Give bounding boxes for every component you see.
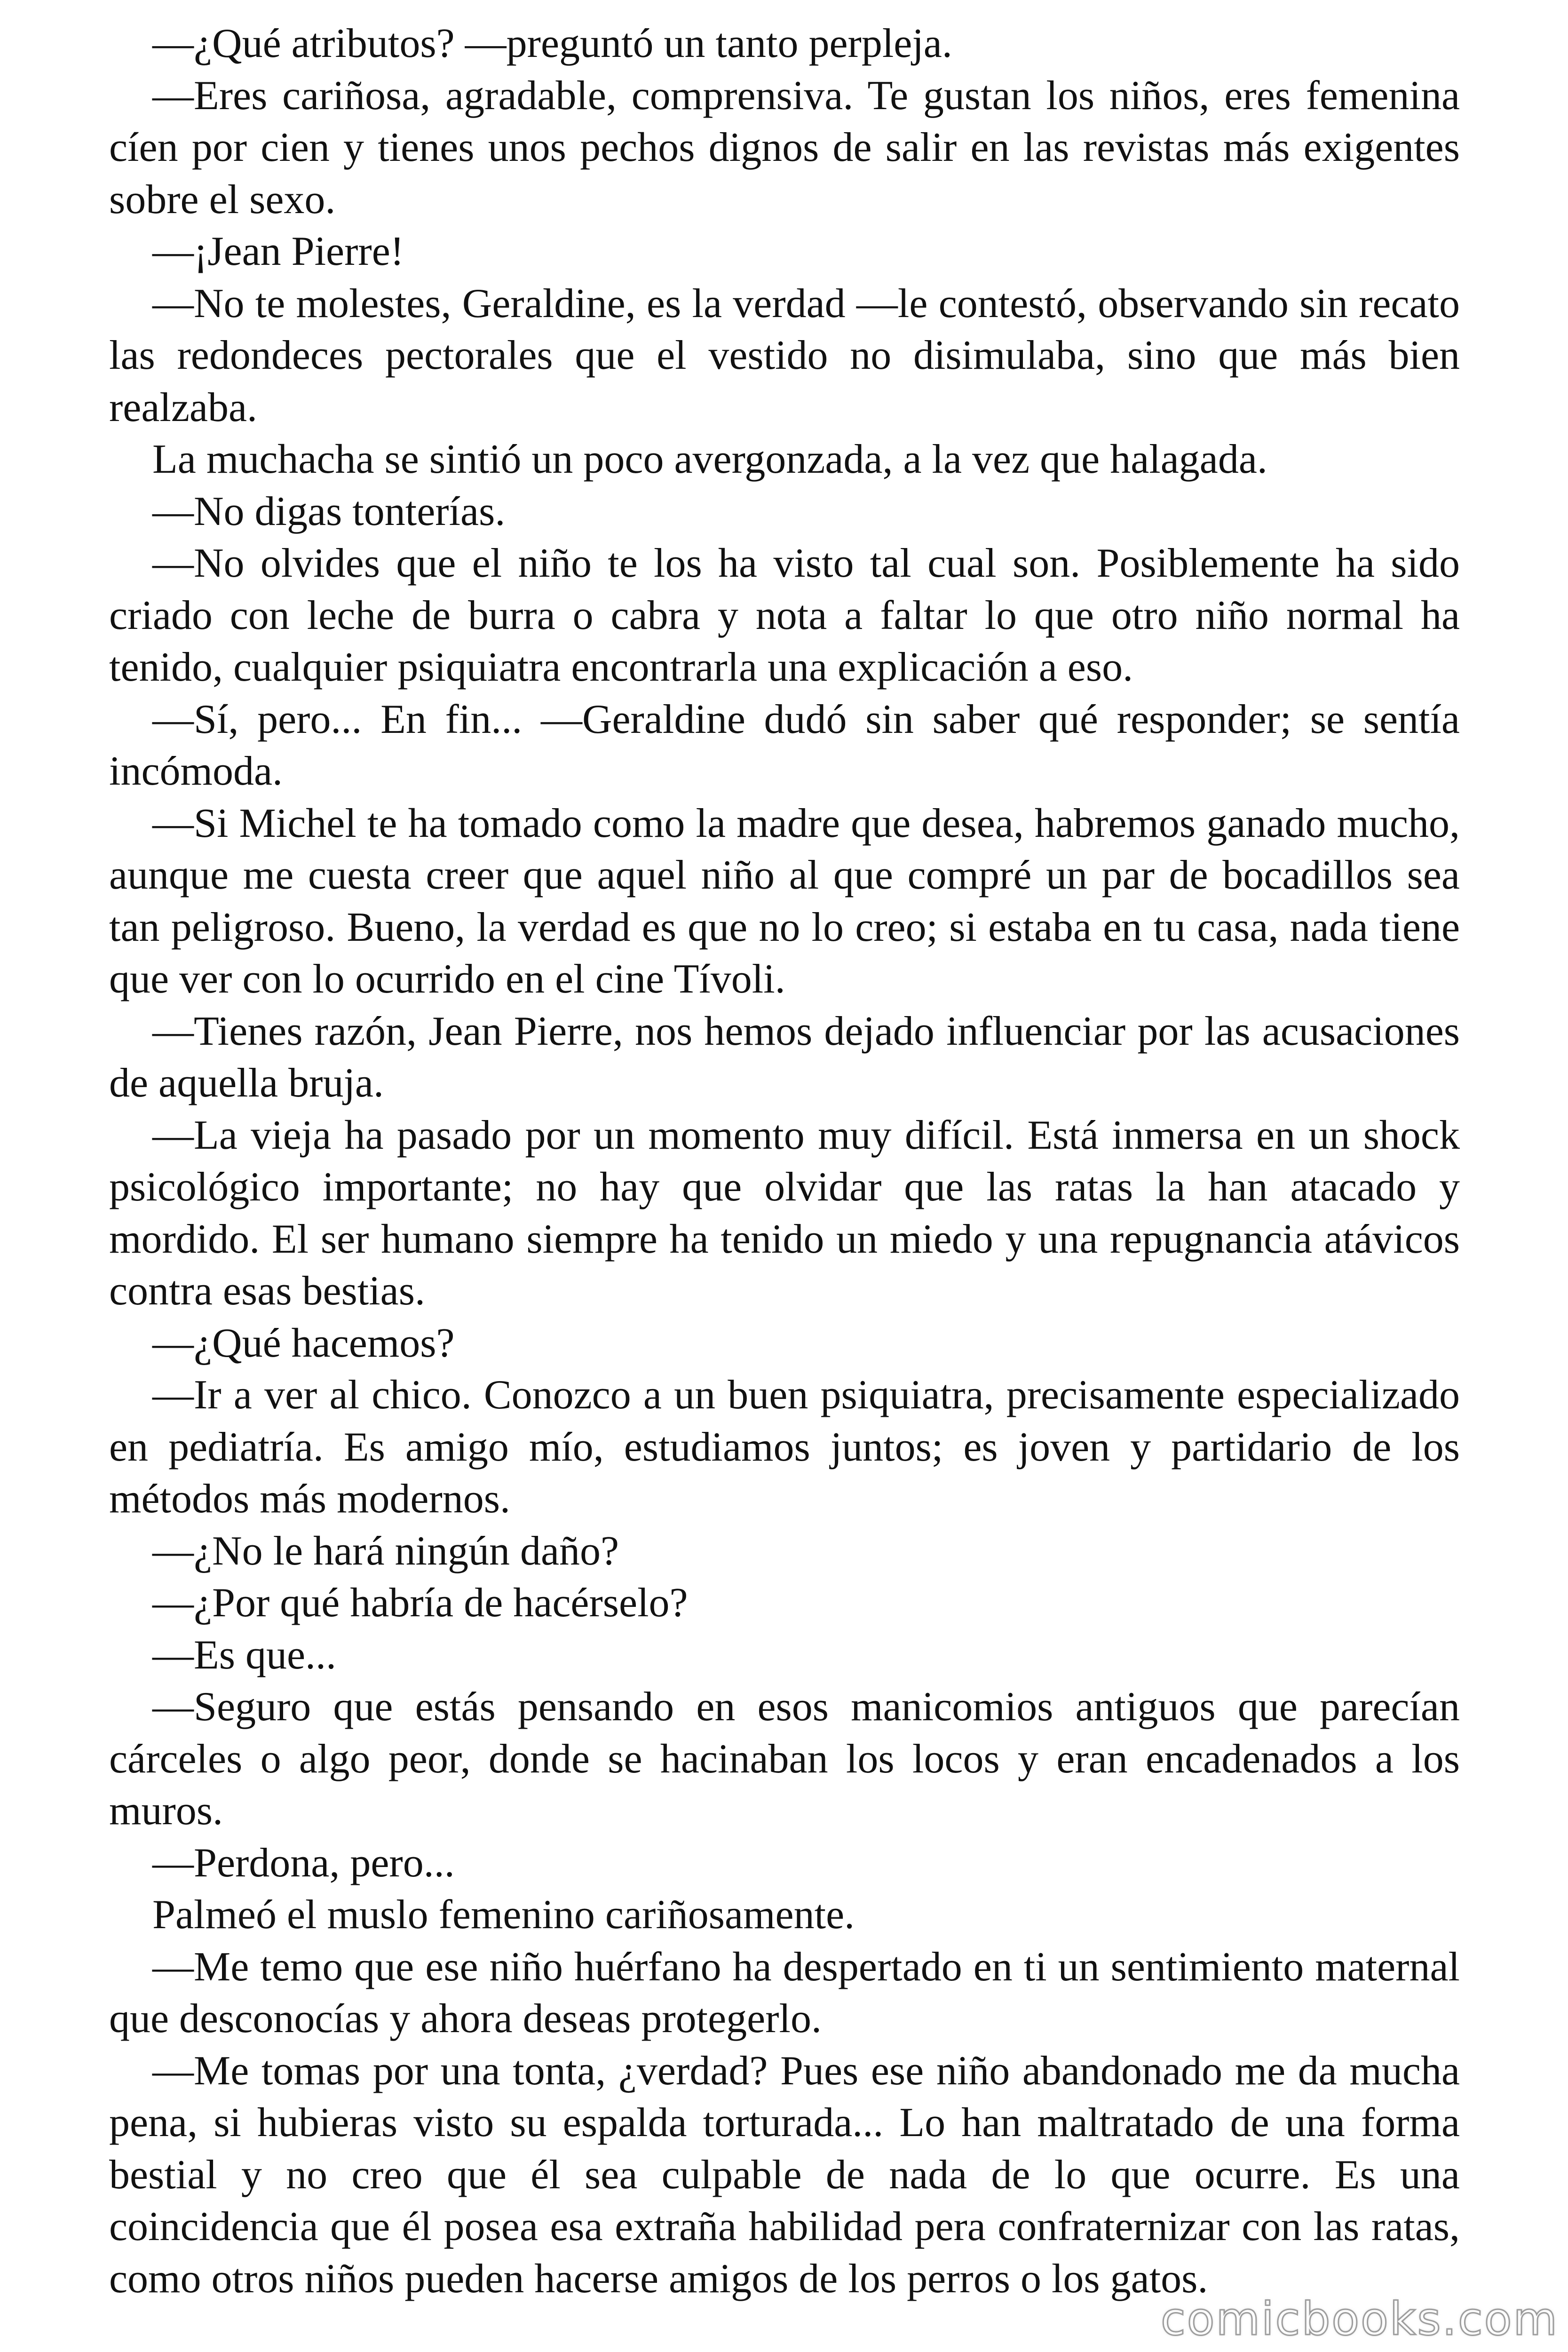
paragraph: —Me tomas por una tonta, ¿verdad? Pues ese niño abandonado me da mucha pena, si hubieras visto su espalda torturada... Lo han maltratado de una forma bestial y no creo que él sea culpable de nada de lo que ocurre. Es una coincidencia que él posea esa extraña habilidad pera confraternizar con las ratas, como otros niños pueden hacerse amigos de los perros o los gatos.: [109, 2048, 1460, 2302]
paragraph: —Perdona, pero...: [152, 1840, 455, 1886]
paragraph: —No te molestes, Geraldine, es la verdad —le contestó, observando sin recato las redondeces pectorales que el vestido no disimulaba, sino que más bien realzaba.: [109, 280, 1460, 430]
paragraph: —Sí, pero... En fin... —Geraldine dudó sin saber qué responder; se sentía incómoda.: [109, 696, 1460, 794]
watermark: comicbooks.com: [1160, 2293, 1559, 2345]
paragraph: —¿Qué atributos? —preguntó un tanto perpleja.: [152, 21, 952, 66]
paragraph: Palmeó el muslo femenino cariñosamente.: [152, 1892, 855, 1938]
paragraph: —No digas tonterías.: [152, 488, 506, 534]
paragraph: —Tienes razón, Jean Pierre, nos hemos dejado influenciar por las acusaciones de aquella bruja.: [109, 1008, 1460, 1106]
paragraph: —La vieja ha pasado por un momento muy difícil. Está inmersa en un shock psicológico importante; no hay que olvidar que las ratas la han atacado y mordido. El ser humano siempre ha tenido un miedo y una repugnancia atávicos contra esas bestias.: [109, 1112, 1460, 1314]
paragraph: —¡Jean Pierre!: [152, 229, 404, 274]
paragraph: —¿Por qué habría de hacérselo?: [152, 1580, 688, 1626]
paragraph: —Eres cariñosa, agradable, comprensiva. Te gustan los niños, eres femenina cíen por cien y tienes unos pechos dignos de salir en las revistas más exigentes sobre el sexo.: [109, 72, 1460, 222]
paragraph: —Seguro que estás pensando en esos manicomios antiguos que parecían cárceles o algo peor, donde se hacinaban los locos y eran encadenados a los muros.: [109, 1684, 1460, 1834]
paragraph: La muchacha se sintió un poco avergonzada, a la vez que halagada.: [152, 437, 1267, 482]
paragraph: —No olvides que el niño te los ha visto tal cual son. Posiblemente ha sido criado con leche de burra o cabra y nota a faltar lo que otro niño normal ha tenido, cualquier psiquiatra encontrarla una explicación a eso.: [109, 540, 1460, 690]
book-page-text: [109, 18, 1460, 2305]
paragraph: —¿Qué hacemos?: [152, 1320, 455, 1366]
paragraph: —Es que...: [152, 1632, 337, 1678]
paragraph: —Me temo que ese niño huérfano ha despertado en ti un sentimiento maternal que desconocías y ahora deseas protegerlo.: [109, 1944, 1460, 2042]
paragraph: —Ir a ver al chico. Conozco a un buen psiquiatra, precisamente especializado en pediatría. Es amigo mío, estudiamos juntos; es joven y partidario de los métodos más modernos.: [109, 1372, 1460, 1522]
paragraph: —Si Michel te ha tomado como la madre que desea, habremos ganado mucho, aunque me cuesta creer que aquel niño al que compré un par de bocadillos sea tan peligroso. Bueno, la verdad es que no lo creo; si estaba en tu casa, nada tiene que ver con lo ocurrido en el cine Tívoli.: [109, 800, 1460, 1002]
paragraph: —¿No le hará ningún daño?: [152, 1528, 619, 1574]
